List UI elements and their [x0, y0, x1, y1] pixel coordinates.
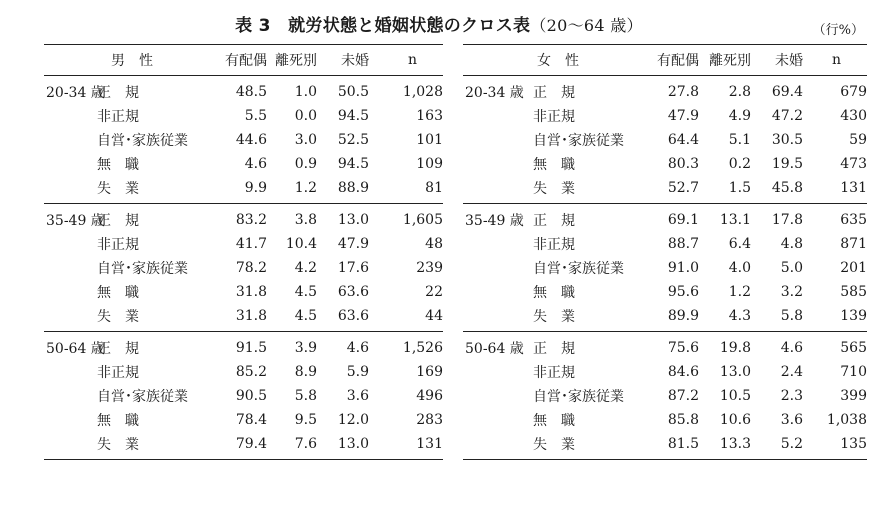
age-label — [44, 128, 97, 152]
table-row — [44, 360, 443, 384]
table-row — [44, 384, 443, 408]
table-row — [463, 204, 867, 233]
age-label: 35-49 歳 — [465, 213, 524, 229]
employment-type-label: 無 職 — [97, 413, 139, 429]
age-label — [463, 304, 533, 332]
unmarried-pct-cell: 17.8 — [771, 212, 803, 228]
age-label — [463, 384, 533, 408]
married-pct-cell: 83.2 — [235, 212, 267, 228]
divorced-widowed-pct-cell: 4.2 — [294, 260, 317, 276]
employment-type-label: 無 職 — [97, 157, 139, 173]
married-pct-cell: 85.2 — [235, 364, 267, 380]
employment-type-label: 自営･家族従業 — [97, 389, 188, 405]
divorced-widowed-pct-cell: 0.0 — [294, 108, 317, 124]
n-cell: 81 — [373, 176, 443, 204]
table-row — [463, 332, 867, 361]
age-label: 50-64 歳 — [465, 341, 524, 357]
age-label: 50-64 歳 — [46, 341, 105, 357]
female-table — [463, 44, 867, 460]
age-group-0 — [463, 76, 867, 204]
divorced-widowed-pct-cell: 13.3 — [699, 432, 751, 460]
unmarried-pct-cell: 4.6 — [346, 340, 369, 356]
n-cell: 283 — [416, 412, 443, 428]
divorced-widowed-pct-cell: 1.2 — [728, 284, 751, 300]
employment-type-label: 正 規 — [533, 85, 575, 101]
unmarried-pct-cell: 12.0 — [337, 412, 369, 428]
married-pct-cell: 78.4 — [235, 412, 267, 428]
married-pct-cell: 47.9 — [667, 108, 699, 124]
age-label: 35-49 歳 — [46, 213, 105, 229]
unmarried-pct-cell: 88.9 — [317, 176, 373, 204]
married-pct-cell: 5.5 — [244, 108, 267, 124]
table-row — [463, 256, 867, 280]
divorced-widowed-pct-cell: 8.9 — [294, 364, 317, 380]
divorced-widowed-pct-cell: 5.1 — [728, 132, 751, 148]
married-pct-cell: 95.6 — [667, 284, 699, 300]
n-cell: 565 — [840, 340, 867, 356]
married-pct-cell: 4.6 — [244, 156, 267, 172]
divorced-widowed-pct-cell: 2.8 — [728, 84, 751, 100]
unmarried-pct-cell: 13.0 — [317, 432, 373, 460]
header-row — [44, 45, 443, 76]
married-pct-cell: 90.5 — [235, 388, 267, 404]
divorced-widowed-pct-cell: 3.0 — [294, 132, 317, 148]
married-pct-cell: 9.9 — [217, 176, 267, 204]
employment-type-label: 失 業 — [533, 304, 647, 332]
employment-type-label: 失 業 — [97, 176, 217, 204]
n-cell: 239 — [416, 260, 443, 276]
married-pct-cell: 88.7 — [667, 236, 699, 252]
unmarried-pct-cell: 5.2 — [751, 432, 807, 460]
employment-type-label: 非正規 — [533, 237, 575, 253]
title-age-range: （20〜64 歳） — [530, 16, 643, 35]
table-row — [44, 104, 443, 128]
n-cell: 169 — [416, 364, 443, 380]
column-header-divorced-widowed: 離死別 — [267, 45, 317, 76]
table-row — [44, 280, 443, 304]
n-cell: 135 — [807, 432, 867, 460]
employment-type-label: 自営･家族従業 — [533, 261, 624, 277]
divorced-widowed-pct-cell: 0.2 — [728, 156, 751, 172]
table-row — [463, 384, 867, 408]
married-pct-cell: 31.8 — [217, 304, 267, 332]
n-cell: 679 — [840, 84, 867, 100]
divorced-widowed-pct-cell: 6.4 — [728, 236, 751, 252]
employment-type-label: 自営･家族従業 — [533, 133, 624, 149]
married-pct-cell: 87.2 — [667, 388, 699, 404]
married-pct-cell: 85.8 — [667, 412, 699, 428]
n-cell: 131 — [807, 176, 867, 204]
unmarried-pct-cell: 3.6 — [346, 388, 369, 404]
n-cell: 1,028 — [402, 84, 443, 100]
divorced-widowed-pct-cell: 13.0 — [719, 364, 751, 380]
unmarried-pct-cell: 63.6 — [317, 304, 373, 332]
column-header-married: 有配偶 — [217, 45, 267, 76]
divorced-widowed-pct-cell: 1.5 — [699, 176, 751, 204]
married-pct-cell: 52.7 — [647, 176, 699, 204]
age-label — [44, 360, 97, 384]
unmarried-pct-cell: 30.5 — [771, 132, 803, 148]
employment-type-label: 非正規 — [97, 237, 139, 253]
unmarried-pct-cell: 4.8 — [780, 236, 803, 252]
age-label — [463, 256, 533, 280]
age-label: 20-34 歳 — [46, 85, 105, 101]
divorced-widowed-pct-cell: 3.8 — [294, 212, 317, 228]
unmarried-pct-cell: 5.9 — [346, 364, 369, 380]
employment-type-label: 非正規 — [97, 365, 139, 381]
age-label — [44, 280, 97, 304]
n-cell: 1,038 — [826, 412, 867, 428]
unit-label: （行%） — [812, 23, 864, 38]
n-cell: 131 — [373, 432, 443, 460]
unmarried-pct-cell: 4.6 — [780, 340, 803, 356]
table-row — [44, 76, 443, 105]
column-header-n: n — [373, 45, 443, 76]
unmarried-pct-cell: 47.9 — [337, 236, 369, 252]
employment-type-label: 正 規 — [533, 341, 575, 357]
column-header-unmarried: 未婚 — [317, 45, 373, 76]
age-label — [463, 152, 533, 176]
header-blank — [463, 45, 533, 76]
table-row — [463, 232, 867, 256]
n-cell: 139 — [807, 304, 867, 332]
unmarried-pct-cell: 94.5 — [337, 108, 369, 124]
age-label — [463, 360, 533, 384]
table-row — [463, 152, 867, 176]
unmarried-pct-cell: 5.0 — [780, 260, 803, 276]
table-row — [463, 76, 867, 105]
table-row — [44, 152, 443, 176]
married-pct-cell: 41.7 — [235, 236, 267, 252]
unmarried-pct-cell: 50.5 — [337, 84, 369, 100]
n-cell: 163 — [416, 108, 443, 124]
age-label — [44, 232, 97, 256]
male-table — [44, 44, 443, 460]
employment-type-label: 非正規 — [533, 365, 575, 381]
table-row — [463, 104, 867, 128]
age-label — [44, 432, 97, 460]
column-header-divorced-widowed: 離死別 — [699, 45, 751, 76]
unmarried-pct-cell: 47.2 — [771, 108, 803, 124]
age-label — [463, 104, 533, 128]
employment-type-label: 自営･家族従業 — [533, 389, 624, 405]
table-row — [463, 176, 867, 204]
table-row — [463, 360, 867, 384]
age-label: 20-34 歳 — [465, 85, 524, 101]
married-pct-cell: 27.8 — [667, 84, 699, 100]
married-pct-cell: 79.4 — [217, 432, 267, 460]
divorced-widowed-pct-cell: 13.1 — [719, 212, 751, 228]
age-label — [463, 128, 533, 152]
divorced-widowed-pct-cell: 9.5 — [294, 412, 317, 428]
unmarried-pct-cell: 17.6 — [337, 260, 369, 276]
table-row — [44, 128, 443, 152]
n-cell: 48 — [425, 236, 443, 252]
divorced-widowed-pct-cell: 1.2 — [267, 176, 317, 204]
divorced-widowed-pct-cell: 10.6 — [719, 412, 751, 428]
table-row — [44, 432, 443, 460]
n-cell: 399 — [840, 388, 867, 404]
employment-type-label: 失 業 — [97, 304, 217, 332]
divorced-widowed-pct-cell: 1.0 — [294, 84, 317, 100]
employment-type-label: 自営･家族従業 — [97, 261, 188, 277]
age-label — [463, 280, 533, 304]
n-cell: 1,526 — [402, 340, 443, 356]
age-group-2 — [463, 332, 867, 460]
divorced-widowed-pct-cell: 4.5 — [294, 284, 317, 300]
married-pct-cell: 64.4 — [667, 132, 699, 148]
header-row — [463, 45, 867, 76]
age-label — [44, 152, 97, 176]
table-row — [44, 408, 443, 432]
table-row — [463, 304, 867, 332]
n-cell: 473 — [840, 156, 867, 172]
divorced-widowed-pct-cell: 19.8 — [719, 340, 751, 356]
unmarried-pct-cell: 3.2 — [780, 284, 803, 300]
table-row — [463, 408, 867, 432]
n-cell: 1,605 — [402, 212, 443, 228]
divorced-widowed-pct-cell: 10.5 — [719, 388, 751, 404]
unmarried-pct-cell: 94.5 — [337, 156, 369, 172]
n-cell: 59 — [849, 132, 867, 148]
age-label — [44, 256, 97, 280]
employment-type-label: 無 職 — [533, 157, 575, 173]
age-label — [463, 432, 533, 460]
n-cell: 496 — [416, 388, 443, 404]
unmarried-pct-cell: 63.6 — [337, 284, 369, 300]
table-row — [463, 128, 867, 152]
divorced-widowed-pct-cell: 5.8 — [294, 388, 317, 404]
employment-type-label: 失 業 — [97, 432, 217, 460]
employment-type-label: 正 規 — [533, 213, 575, 229]
n-cell: 101 — [416, 132, 443, 148]
female-panel — [463, 44, 867, 460]
divorced-widowed-pct-cell: 4.9 — [728, 108, 751, 124]
unmarried-pct-cell: 69.4 — [771, 84, 803, 100]
table-row — [44, 332, 443, 361]
n-cell: 710 — [840, 364, 867, 380]
divorced-widowed-pct-cell: 4.3 — [699, 304, 751, 332]
married-pct-cell: 81.5 — [647, 432, 699, 460]
table-row — [44, 232, 443, 256]
unmarried-pct-cell: 2.3 — [780, 388, 803, 404]
n-cell: 201 — [840, 260, 867, 276]
table-row — [44, 204, 443, 233]
married-pct-cell: 44.6 — [235, 132, 267, 148]
married-pct-cell: 91.0 — [667, 260, 699, 276]
age-group-1 — [44, 204, 443, 332]
column-header-married: 有配偶 — [647, 45, 699, 76]
n-cell: 22 — [425, 284, 443, 300]
age-label — [44, 104, 97, 128]
male-panel — [44, 44, 443, 460]
title-main: 表 3 就労状態と婚姻状態のクロス表 — [235, 16, 531, 36]
n-cell: 109 — [416, 156, 443, 172]
employment-type-label: 自営･家族従業 — [97, 133, 188, 149]
n-cell: 871 — [840, 236, 867, 252]
divorced-widowed-pct-cell: 4.5 — [267, 304, 317, 332]
n-cell: 44 — [373, 304, 443, 332]
table-row — [463, 432, 867, 460]
employment-type-label: 無 職 — [533, 285, 575, 301]
employment-type-label: 失 業 — [533, 176, 647, 204]
age-label — [463, 176, 533, 204]
age-label — [44, 176, 97, 204]
table-row — [44, 176, 443, 204]
table-row — [463, 280, 867, 304]
unmarried-pct-cell: 13.0 — [337, 212, 369, 228]
divorced-widowed-pct-cell: 10.4 — [285, 236, 317, 252]
unmarried-pct-cell: 2.4 — [780, 364, 803, 380]
employment-type-label: 非正規 — [97, 109, 139, 125]
age-label — [44, 384, 97, 408]
unmarried-pct-cell: 19.5 — [771, 156, 803, 172]
employment-type-label: 無 職 — [533, 413, 575, 429]
employment-type-label: 非正規 — [533, 109, 575, 125]
age-label — [44, 408, 97, 432]
married-pct-cell: 91.5 — [235, 340, 267, 356]
married-pct-cell: 78.2 — [235, 260, 267, 276]
married-pct-cell: 80.3 — [667, 156, 699, 172]
married-pct-cell: 84.6 — [667, 364, 699, 380]
divorced-widowed-pct-cell: 7.6 — [267, 432, 317, 460]
age-group-2 — [44, 332, 443, 460]
married-pct-cell: 69.1 — [667, 212, 699, 228]
header-blank — [44, 45, 97, 76]
age-label — [463, 232, 533, 256]
age-group-1 — [463, 204, 867, 332]
divorced-widowed-pct-cell: 3.9 — [294, 340, 317, 356]
age-label — [463, 408, 533, 432]
n-cell: 635 — [840, 212, 867, 228]
married-pct-cell: 31.8 — [235, 284, 267, 300]
divorced-widowed-pct-cell: 0.9 — [294, 156, 317, 172]
employment-type-label: 正 規 — [97, 213, 139, 229]
table-row — [44, 304, 443, 332]
employment-type-label: 正 規 — [97, 85, 139, 101]
employment-type-label: 無 職 — [97, 285, 139, 301]
married-pct-cell: 89.9 — [647, 304, 699, 332]
sex-header-male: 男 性 — [97, 45, 217, 76]
employment-type-label: 正 規 — [97, 341, 139, 357]
married-pct-cell: 48.5 — [235, 84, 267, 100]
unmarried-pct-cell: 45.8 — [751, 176, 807, 204]
n-cell: 585 — [840, 284, 867, 300]
married-pct-cell: 75.6 — [667, 340, 699, 356]
unmarried-pct-cell: 52.5 — [337, 132, 369, 148]
unmarried-pct-cell: 5.8 — [751, 304, 807, 332]
sex-header-female: 女 性 — [533, 45, 647, 76]
employment-type-label: 失 業 — [533, 432, 647, 460]
column-header-unmarried: 未婚 — [751, 45, 807, 76]
column-header-n: n — [807, 45, 867, 76]
divorced-widowed-pct-cell: 4.0 — [728, 260, 751, 276]
age-group-0 — [44, 76, 443, 204]
n-cell: 430 — [840, 108, 867, 124]
table-title — [0, 11, 878, 36]
table-row — [44, 256, 443, 280]
age-label — [44, 304, 97, 332]
unmarried-pct-cell: 3.6 — [780, 412, 803, 428]
